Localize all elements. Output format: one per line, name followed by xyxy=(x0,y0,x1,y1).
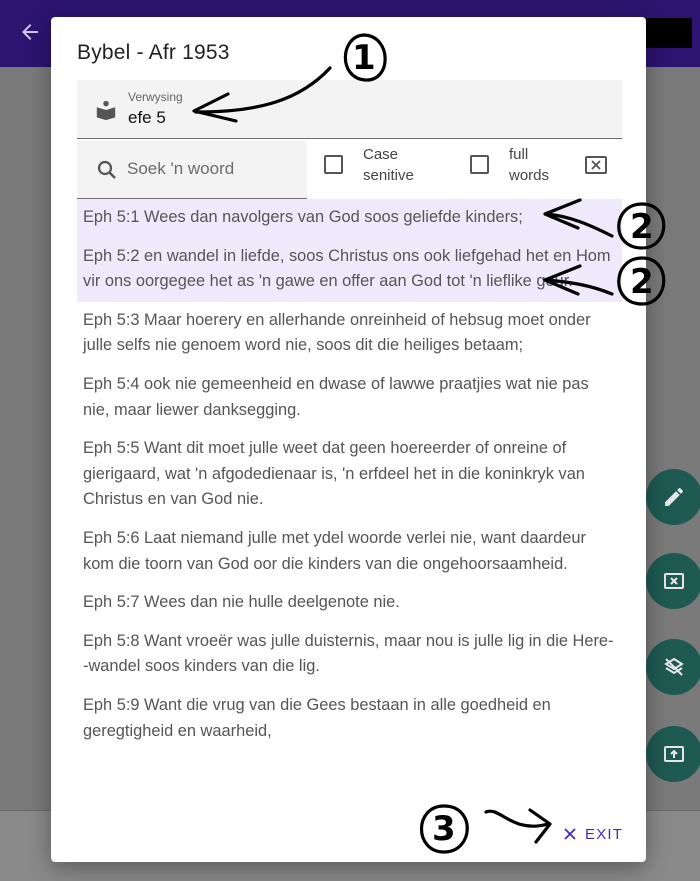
search-field[interactable] xyxy=(77,141,307,199)
verse-item[interactable]: Eph 5:3 Maar hoerery en allerhande onreinheid of hebsug moet onder julle selfs nie genoem word nie, soos dit die heiliges betaam; xyxy=(83,310,591,355)
upload-fab[interactable] xyxy=(646,726,700,782)
exit-button[interactable] xyxy=(563,821,623,847)
search-icon xyxy=(95,158,119,182)
verse-item[interactable]: Eph 5:9 Want die vrug van die Gees bestaan in alle goedheid en geregtigheid en waarheid, xyxy=(83,695,551,740)
case-label-line2: senitive xyxy=(363,167,414,184)
full-words-label xyxy=(509,144,589,186)
case-sensitive-label xyxy=(363,144,443,186)
clear-fab[interactable] xyxy=(646,553,700,609)
annotation-number-3: 3 xyxy=(432,809,456,849)
edit-fab[interactable] xyxy=(646,469,700,525)
redacted-area xyxy=(646,18,692,48)
verse-item[interactable]: Eph 5:6 Laat niemand julle met ydel woorde verlei nie, want daardeur kom die toorn van God oor die kinders van die ongehoorsaamheid. xyxy=(83,528,586,573)
reference-field[interactable] xyxy=(77,80,622,139)
full-label-line1: full xyxy=(509,146,529,163)
layers-off-fab[interactable] xyxy=(646,639,700,695)
search-input[interactable] xyxy=(127,154,302,184)
verse-item[interactable]: Eph 5:8 Want vroeër was julle duisternis, maar nou is julle lig in die Here--wandel soos kinders van die lig. xyxy=(83,631,614,676)
reference-label: Verwysing xyxy=(128,90,183,104)
dialog-title: Bybel - Afr 1953 xyxy=(77,41,230,64)
verse-item[interactable]: Eph 5:4 ook nie gemeenheid en dwase of lawwe praatjies wat nie pas nie, maar liewer danksegging. xyxy=(83,374,589,419)
arrow-left-icon[interactable] xyxy=(18,20,46,48)
annotation-number-2a: 2 xyxy=(630,207,654,247)
upload-box-icon xyxy=(662,742,686,766)
reference-value[interactable]: efe 5 xyxy=(128,108,166,127)
verse-list[interactable] xyxy=(77,199,622,787)
case-label-line1: Case xyxy=(363,146,399,163)
exit-label: EXIT xyxy=(585,825,624,843)
layers-off-icon xyxy=(662,655,686,679)
clear-box-icon xyxy=(662,569,686,593)
verse-item[interactable]: Eph 5:2 en wandel in liefde, soos Christus ons ook liefgehad het en Hom vir ons oorgegee het as 'n gawe en offer aan God tot 'n lieflike geur. xyxy=(77,238,622,302)
annotation-number-1: 1 xyxy=(352,38,376,78)
verse-item[interactable]: Eph 5:7 Wees dan nie hulle deelgenote nie. xyxy=(83,593,400,612)
clear-box-icon xyxy=(591,160,601,170)
full-label-line2: words xyxy=(509,167,550,184)
pencil-icon xyxy=(662,485,686,509)
bible-dialog xyxy=(51,17,646,862)
book-reader-icon xyxy=(95,99,117,121)
clear-search-button[interactable] xyxy=(585,156,607,174)
case-sensitive-checkbox[interactable] xyxy=(324,155,343,174)
verse-item[interactable]: Eph 5:5 Want dit moet julle weet dat geen hoereerder of onreine of gierigaard, wat 'n afgodedienaar is, 'n erfdeel het in die koninkryk van Christus en van God nie. xyxy=(83,439,585,509)
close-icon xyxy=(563,827,577,841)
full-words-checkbox[interactable] xyxy=(470,155,489,174)
annotation-number-2b: 2 xyxy=(630,262,654,302)
verse-item[interactable]: Eph 5:1 Wees dan navolgers van God soos geliefde kinders; xyxy=(77,199,622,238)
